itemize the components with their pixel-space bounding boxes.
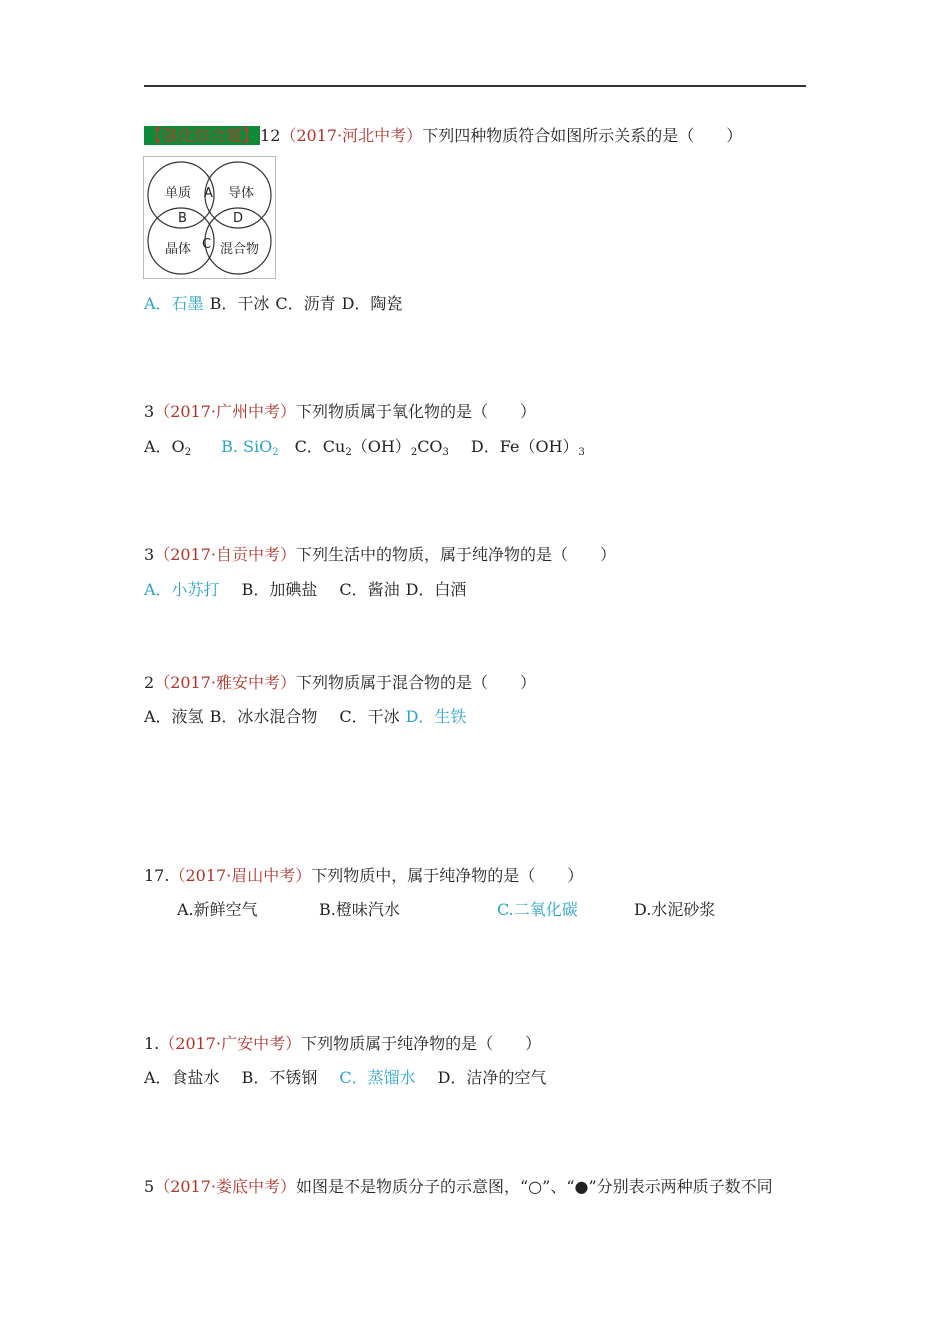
question-5-stem [144, 866, 583, 886]
option-b: B．冰水混合物 [209, 707, 318, 726]
question-source: （2017·广州中考） [154, 402, 296, 421]
venn-letter-a: A [204, 186, 213, 201]
question-source: （2017·雅安中考） [154, 673, 296, 692]
question-number: 1. [144, 1034, 160, 1053]
question-number: 2 [144, 673, 155, 692]
venn-label-mixtures: 混合物 [220, 242, 260, 257]
venn-letter-b: B [178, 211, 187, 226]
question-3-stem [144, 545, 616, 565]
question-source: （2017·广安中考） [159, 1034, 302, 1053]
question-text: 下列物质中，属于纯净物的是（ ） [311, 866, 584, 885]
question-source: （2017·河北中考） [280, 126, 423, 145]
option-a: A．液氢 [144, 707, 204, 726]
venn-letter-c: C [202, 237, 212, 252]
question-text: 下列物质属于混合物的是（ ） [296, 673, 537, 692]
question-number: 3 [144, 545, 155, 564]
question-text: 如图是不是物质分子的示意图，“○”、“●”分别表示两种质子数不同 [296, 1177, 773, 1196]
question-source: （2017·眉山中考） [169, 866, 312, 885]
option-c: C．沥青 [275, 294, 336, 313]
question-1-stem [144, 126, 742, 146]
option-c: C．酱油 [339, 580, 400, 599]
option-b: B．不锈钢 [241, 1068, 318, 1087]
option-b: B．加碘盐 [241, 580, 318, 599]
option-d: D．陶瓷 [341, 294, 403, 313]
option-d: D．洁净的空气 [437, 1068, 547, 1087]
question-text: 下列物质属于纯净物的是（ ） [301, 1034, 542, 1053]
question-number: 17. [144, 866, 170, 885]
option-a: A．食盐水 [144, 1068, 220, 1087]
question-4-options [144, 707, 466, 727]
question-source: （2017·娄底中考） [154, 1177, 296, 1196]
option-c: C．干冰 [339, 707, 400, 726]
question-number: 12 [260, 126, 281, 145]
question-6-stem [144, 1034, 541, 1054]
question-number: 3 [144, 402, 155, 421]
question-text: 下列四种物质符合如图所示关系的是（ ） [422, 126, 743, 145]
question-text: 下列生活中的物质，属于纯净物的是（ ） [296, 545, 617, 564]
venn-letter-d: D [233, 211, 244, 226]
question-1-options [144, 294, 402, 314]
option-a: A．石墨 [144, 294, 204, 313]
option-b: B.橙味汽水 [319, 900, 400, 919]
venn-label-elements: 单质 [165, 186, 192, 201]
question-2-options [144, 437, 585, 457]
venn-label-conductors: 导体 [228, 186, 255, 201]
question-6-options [144, 1068, 546, 1088]
option-a: A．小苏打 [144, 580, 220, 599]
option-a: A.新鲜空气 [177, 900, 258, 919]
option-c: C．$Cu_2(OH)_2CO_3$ [294, 437, 449, 458]
question-4-stem [144, 673, 536, 693]
option-d: D.水泥砂浆 [634, 900, 716, 919]
question-source: （2017·自贡中考） [154, 545, 296, 564]
question-2-stem [144, 402, 536, 422]
question-tag: 【强化综合题】 [146, 126, 259, 145]
option-c: C.二氧化碳 [497, 900, 578, 919]
question-7-stem [144, 1177, 773, 1197]
venn-diagram [143, 156, 276, 279]
header-rule [144, 85, 806, 87]
question-text: 下列物质属于氧化物的是（ ） [296, 402, 537, 421]
option-b: B. SiO$_2$ [221, 437, 279, 458]
question-3-options [144, 580, 466, 600]
option-d: D．$Fe(OH)_3$ [470, 437, 585, 458]
question-number: 5 [144, 1177, 155, 1196]
option-b: B．干冰 [209, 294, 270, 313]
venn-label-crystals: 晶体 [165, 242, 192, 257]
option-d: D．生铁 [405, 707, 467, 726]
option-a: A．$O_2$ [144, 437, 192, 458]
option-c: C．蒸馏水 [339, 1068, 416, 1087]
option-d: D．白酒 [405, 580, 467, 599]
